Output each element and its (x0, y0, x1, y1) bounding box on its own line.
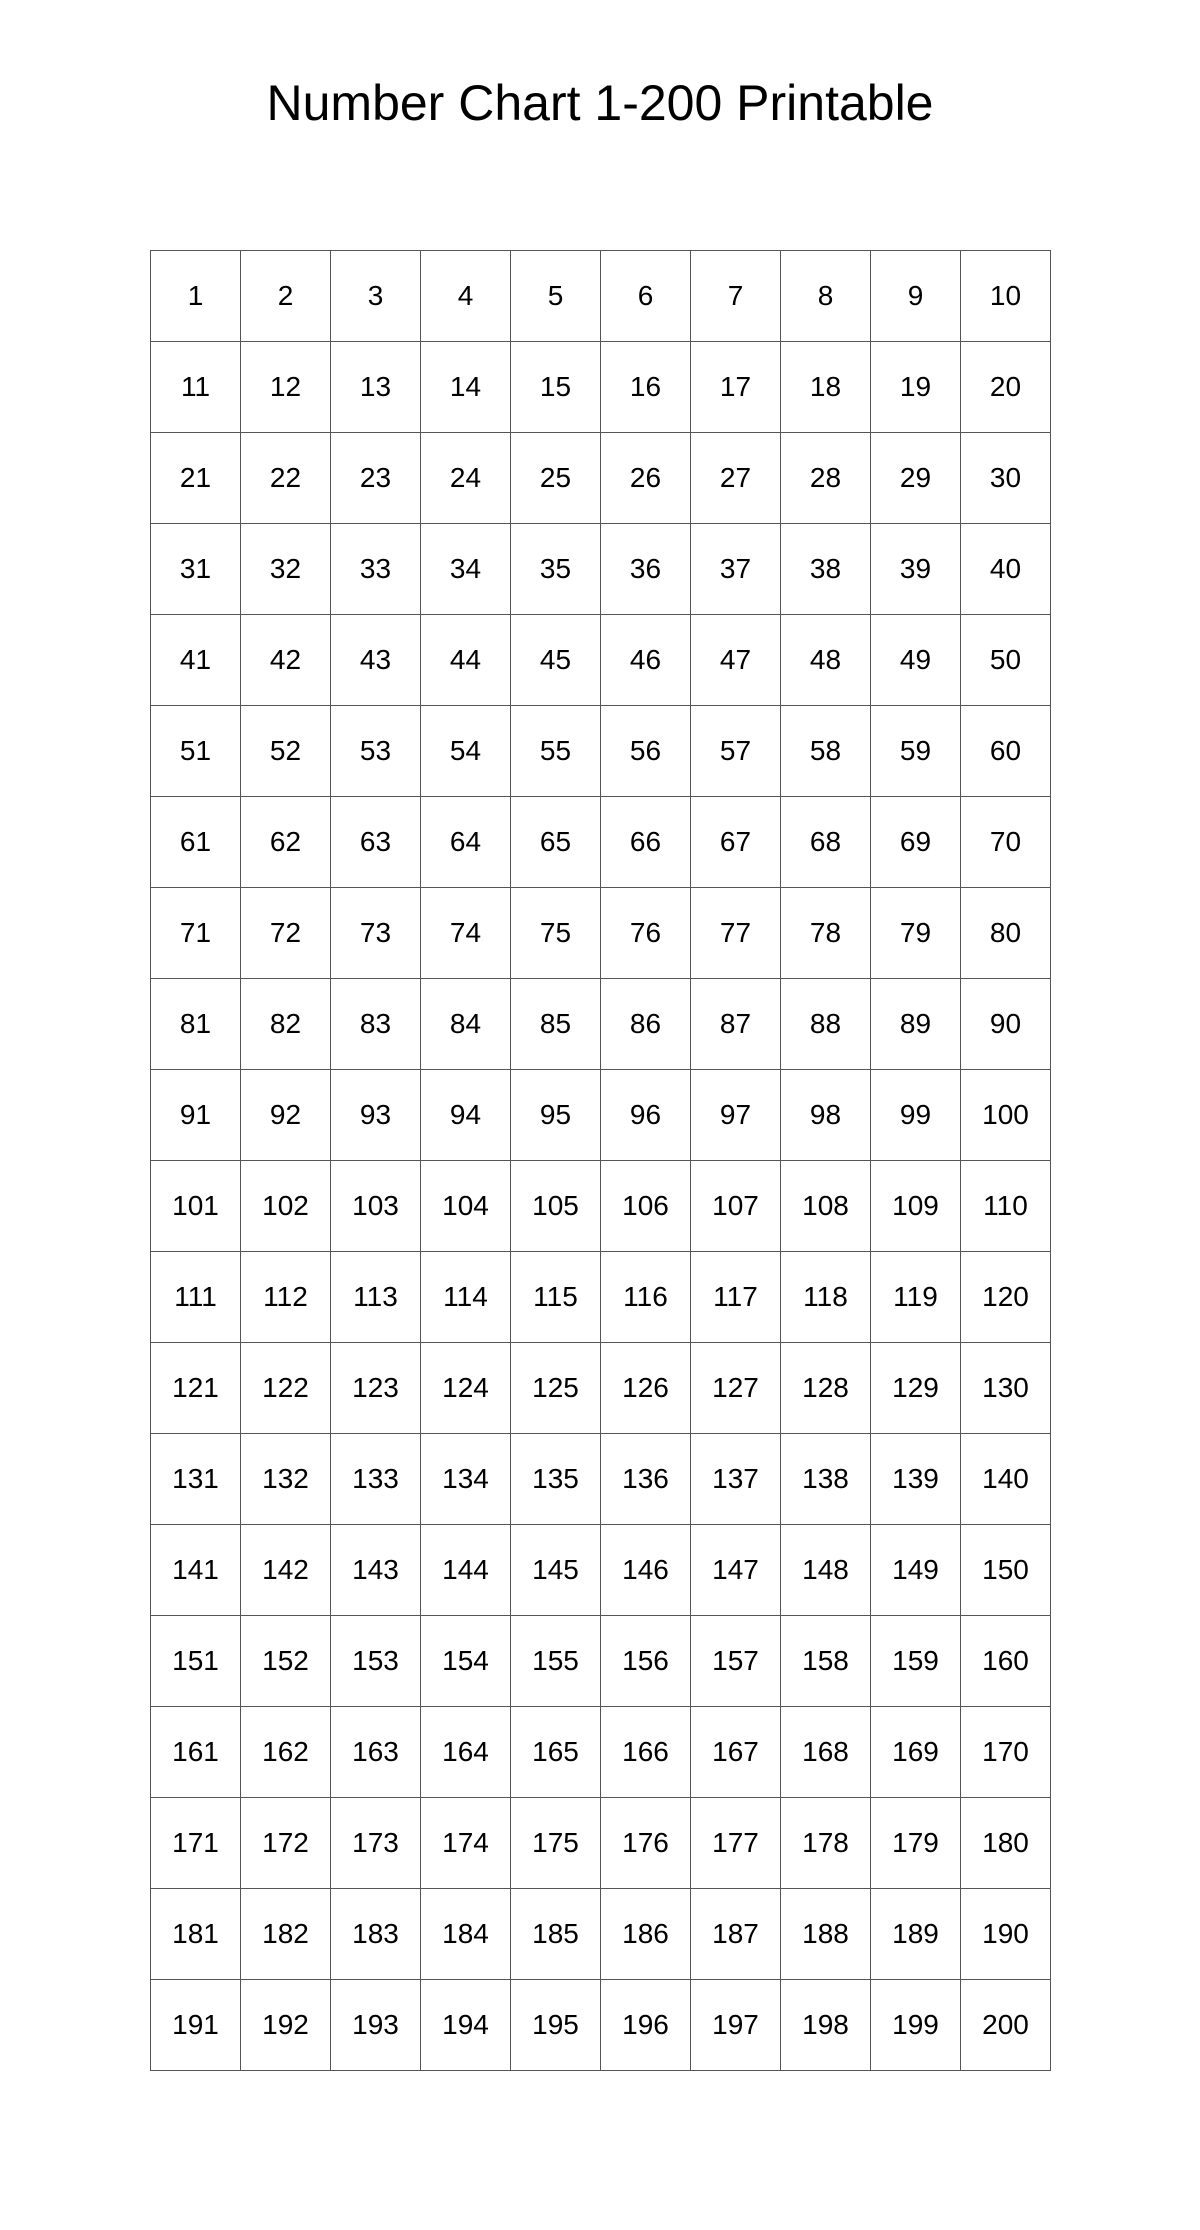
grid-cell: 24 (421, 433, 511, 524)
grid-cell: 181 (151, 1889, 241, 1980)
grid-cell: 51 (151, 706, 241, 797)
grid-cell: 186 (601, 1889, 691, 1980)
grid-cell: 33 (331, 524, 421, 615)
grid-cell: 179 (871, 1798, 961, 1889)
grid-cell: 43 (331, 615, 421, 706)
grid-cell: 134 (421, 1434, 511, 1525)
grid-cell: 110 (961, 1161, 1051, 1252)
grid-cell: 65 (511, 797, 601, 888)
grid-row (151, 1889, 1051, 1980)
grid-cell: 56 (601, 706, 691, 797)
grid-cell: 160 (961, 1616, 1051, 1707)
grid-cell: 192 (241, 1980, 331, 2071)
grid-cell: 6 (601, 251, 691, 342)
grid-row (151, 1434, 1051, 1525)
grid-cell: 108 (781, 1161, 871, 1252)
grid-cell: 20 (961, 342, 1051, 433)
grid-cell: 9 (871, 251, 961, 342)
grid-cell: 94 (421, 1070, 511, 1161)
grid-cell: 61 (151, 797, 241, 888)
grid-cell: 142 (241, 1525, 331, 1616)
grid-cell: 191 (151, 1980, 241, 2071)
grid-cell: 138 (781, 1434, 871, 1525)
grid-cell: 99 (871, 1070, 961, 1161)
grid-cell: 13 (331, 342, 421, 433)
grid-cell: 85 (511, 979, 601, 1070)
grid-cell: 156 (601, 1616, 691, 1707)
grid-cell: 82 (241, 979, 331, 1070)
grid-cell: 32 (241, 524, 331, 615)
grid-cell: 195 (511, 1980, 601, 2071)
grid-cell: 88 (781, 979, 871, 1070)
grid-cell: 80 (961, 888, 1051, 979)
grid-cell: 184 (421, 1889, 511, 1980)
grid-cell: 92 (241, 1070, 331, 1161)
grid-cell: 28 (781, 433, 871, 524)
grid-cell: 38 (781, 524, 871, 615)
grid-cell: 148 (781, 1525, 871, 1616)
grid-cell: 193 (331, 1980, 421, 2071)
grid-cell: 107 (691, 1161, 781, 1252)
grid-cell: 89 (871, 979, 961, 1070)
grid-cell: 196 (601, 1980, 691, 2071)
grid-cell: 16 (601, 342, 691, 433)
grid-cell: 171 (151, 1798, 241, 1889)
grid-cell: 69 (871, 797, 961, 888)
grid-cell: 154 (421, 1616, 511, 1707)
grid-cell: 149 (871, 1525, 961, 1616)
grid-cell: 128 (781, 1343, 871, 1434)
grid-cell: 11 (151, 342, 241, 433)
grid-row (151, 1252, 1051, 1343)
grid-cell: 177 (691, 1798, 781, 1889)
grid-cell: 174 (421, 1798, 511, 1889)
grid-cell: 137 (691, 1434, 781, 1525)
grid-cell: 81 (151, 979, 241, 1070)
grid-cell: 180 (961, 1798, 1051, 1889)
grid-cell: 57 (691, 706, 781, 797)
grid-cell: 123 (331, 1343, 421, 1434)
grid-cell: 187 (691, 1889, 781, 1980)
grid-row (151, 1161, 1051, 1252)
grid-cell: 172 (241, 1798, 331, 1889)
grid-cell: 103 (331, 1161, 421, 1252)
grid-cell: 182 (241, 1889, 331, 1980)
grid-cell: 147 (691, 1525, 781, 1616)
grid-cell: 136 (601, 1434, 691, 1525)
grid-row (151, 1707, 1051, 1798)
grid-cell: 14 (421, 342, 511, 433)
grid-cell: 53 (331, 706, 421, 797)
grid-cell: 109 (871, 1161, 961, 1252)
grid-cell: 54 (421, 706, 511, 797)
grid-cell: 60 (961, 706, 1051, 797)
grid-cell: 102 (241, 1161, 331, 1252)
grid-row (151, 797, 1051, 888)
grid-row (151, 615, 1051, 706)
grid-cell: 130 (961, 1343, 1051, 1434)
grid-cell: 45 (511, 615, 601, 706)
grid-cell: 67 (691, 797, 781, 888)
grid-cell: 115 (511, 1252, 601, 1343)
grid-cell: 2 (241, 251, 331, 342)
grid-cell: 66 (601, 797, 691, 888)
grid-cell: 129 (871, 1343, 961, 1434)
grid-cell: 159 (871, 1616, 961, 1707)
grid-cell: 22 (241, 433, 331, 524)
grid-cell: 158 (781, 1616, 871, 1707)
grid-cell: 62 (241, 797, 331, 888)
grid-row (151, 1343, 1051, 1434)
grid-cell: 170 (961, 1707, 1051, 1798)
grid-cell: 44 (421, 615, 511, 706)
grid-cell: 84 (421, 979, 511, 1070)
grid-cell: 127 (691, 1343, 781, 1434)
grid-cell: 122 (241, 1343, 331, 1434)
grid-cell: 114 (421, 1252, 511, 1343)
grid-row (151, 979, 1051, 1070)
grid-cell: 75 (511, 888, 601, 979)
grid-cell: 113 (331, 1252, 421, 1343)
grid-cell: 155 (511, 1616, 601, 1707)
grid-cell: 197 (691, 1980, 781, 2071)
grid-row (151, 524, 1051, 615)
grid-cell: 135 (511, 1434, 601, 1525)
grid-cell: 1 (151, 251, 241, 342)
grid-row (151, 1798, 1051, 1889)
grid-cell: 152 (241, 1616, 331, 1707)
grid-cell: 42 (241, 615, 331, 706)
grid-cell: 25 (511, 433, 601, 524)
grid-cell: 31 (151, 524, 241, 615)
grid-cell: 118 (781, 1252, 871, 1343)
grid-cell: 131 (151, 1434, 241, 1525)
grid-cell: 12 (241, 342, 331, 433)
grid-cell: 150 (961, 1525, 1051, 1616)
grid-cell: 17 (691, 342, 781, 433)
grid-cell: 117 (691, 1252, 781, 1343)
grid-cell: 126 (601, 1343, 691, 1434)
grid-cell: 124 (421, 1343, 511, 1434)
grid-cell: 4 (421, 251, 511, 342)
grid-cell: 120 (961, 1252, 1051, 1343)
grid-cell: 8 (781, 251, 871, 342)
grid-cell: 59 (871, 706, 961, 797)
grid-cell: 77 (691, 888, 781, 979)
grid-cell: 23 (331, 433, 421, 524)
grid-cell: 27 (691, 433, 781, 524)
grid-cell: 105 (511, 1161, 601, 1252)
grid-cell: 29 (871, 433, 961, 524)
grid-cell: 71 (151, 888, 241, 979)
grid-cell: 151 (151, 1616, 241, 1707)
grid-cell: 200 (961, 1980, 1051, 2071)
grid-cell: 175 (511, 1798, 601, 1889)
grid-cell: 72 (241, 888, 331, 979)
grid-row (151, 1525, 1051, 1616)
grid-cell: 104 (421, 1161, 511, 1252)
grid-cell: 63 (331, 797, 421, 888)
grid-cell: 198 (781, 1980, 871, 2071)
grid-cell: 39 (871, 524, 961, 615)
grid-cell: 164 (421, 1707, 511, 1798)
grid-cell: 87 (691, 979, 781, 1070)
grid-cell: 163 (331, 1707, 421, 1798)
grid-cell: 26 (601, 433, 691, 524)
grid-cell: 18 (781, 342, 871, 433)
grid-cell: 178 (781, 1798, 871, 1889)
grid-row (151, 1070, 1051, 1161)
grid-cell: 100 (961, 1070, 1051, 1161)
grid-cell: 199 (871, 1980, 961, 2071)
grid-row (151, 1980, 1051, 2071)
grid-cell: 125 (511, 1343, 601, 1434)
grid-cell: 49 (871, 615, 961, 706)
grid-cell: 15 (511, 342, 601, 433)
grid-cell: 169 (871, 1707, 961, 1798)
grid-cell: 143 (331, 1525, 421, 1616)
grid-cell: 133 (331, 1434, 421, 1525)
grid-row (151, 888, 1051, 979)
grid-cell: 153 (331, 1616, 421, 1707)
grid-cell: 47 (691, 615, 781, 706)
grid-cell: 106 (601, 1161, 691, 1252)
grid-cell: 37 (691, 524, 781, 615)
grid-cell: 86 (601, 979, 691, 1070)
grid-cell: 161 (151, 1707, 241, 1798)
grid-row (151, 706, 1051, 797)
grid-cell: 50 (961, 615, 1051, 706)
grid-cell: 41 (151, 615, 241, 706)
grid-cell: 30 (961, 433, 1051, 524)
grid-cell: 166 (601, 1707, 691, 1798)
grid-cell: 5 (511, 251, 601, 342)
grid-cell: 111 (151, 1252, 241, 1343)
grid-cell: 83 (331, 979, 421, 1070)
grid-cell: 76 (601, 888, 691, 979)
grid-cell: 188 (781, 1889, 871, 1980)
grid-cell: 78 (781, 888, 871, 979)
grid-row (151, 342, 1051, 433)
grid-cell: 74 (421, 888, 511, 979)
grid-cell: 68 (781, 797, 871, 888)
grid-cell: 98 (781, 1070, 871, 1161)
grid-cell: 97 (691, 1070, 781, 1161)
grid-cell: 167 (691, 1707, 781, 1798)
grid-cell: 34 (421, 524, 511, 615)
grid-cell: 140 (961, 1434, 1051, 1525)
grid-cell: 190 (961, 1889, 1051, 1980)
grid-cell: 93 (331, 1070, 421, 1161)
grid-cell: 46 (601, 615, 691, 706)
grid-cell: 185 (511, 1889, 601, 1980)
grid-cell: 145 (511, 1525, 601, 1616)
grid-cell: 176 (601, 1798, 691, 1889)
grid-cell: 73 (331, 888, 421, 979)
number-grid-body (151, 251, 1051, 2071)
grid-cell: 3 (331, 251, 421, 342)
grid-cell: 19 (871, 342, 961, 433)
grid-cell: 165 (511, 1707, 601, 1798)
grid-cell: 116 (601, 1252, 691, 1343)
grid-cell: 70 (961, 797, 1051, 888)
grid-cell: 157 (691, 1616, 781, 1707)
grid-cell: 146 (601, 1525, 691, 1616)
grid-cell: 21 (151, 433, 241, 524)
grid-cell: 91 (151, 1070, 241, 1161)
grid-cell: 112 (241, 1252, 331, 1343)
grid-cell: 121 (151, 1343, 241, 1434)
grid-cell: 79 (871, 888, 961, 979)
grid-cell: 101 (151, 1161, 241, 1252)
page-title: Number Chart 1-200 Printable (266, 75, 934, 131)
grid-cell: 7 (691, 251, 781, 342)
grid-cell: 141 (151, 1525, 241, 1616)
grid-row (151, 433, 1051, 524)
grid-cell: 96 (601, 1070, 691, 1161)
grid-cell: 95 (511, 1070, 601, 1161)
grid-cell: 189 (871, 1889, 961, 1980)
grid-cell: 119 (871, 1252, 961, 1343)
grid-cell: 10 (961, 251, 1051, 342)
grid-cell: 194 (421, 1980, 511, 2071)
number-grid (150, 250, 1051, 2071)
grid-cell: 90 (961, 979, 1051, 1070)
grid-cell: 139 (871, 1434, 961, 1525)
grid-cell: 183 (331, 1889, 421, 1980)
grid-cell: 52 (241, 706, 331, 797)
grid-cell: 132 (241, 1434, 331, 1525)
grid-cell: 173 (331, 1798, 421, 1889)
grid-row (151, 251, 1051, 342)
grid-cell: 48 (781, 615, 871, 706)
grid-row (151, 1616, 1051, 1707)
grid-cell: 35 (511, 524, 601, 615)
grid-cell: 144 (421, 1525, 511, 1616)
grid-cell: 162 (241, 1707, 331, 1798)
grid-cell: 55 (511, 706, 601, 797)
grid-cell: 64 (421, 797, 511, 888)
grid-cell: 36 (601, 524, 691, 615)
grid-cell: 40 (961, 524, 1051, 615)
grid-cell: 168 (781, 1707, 871, 1798)
grid-cell: 58 (781, 706, 871, 797)
